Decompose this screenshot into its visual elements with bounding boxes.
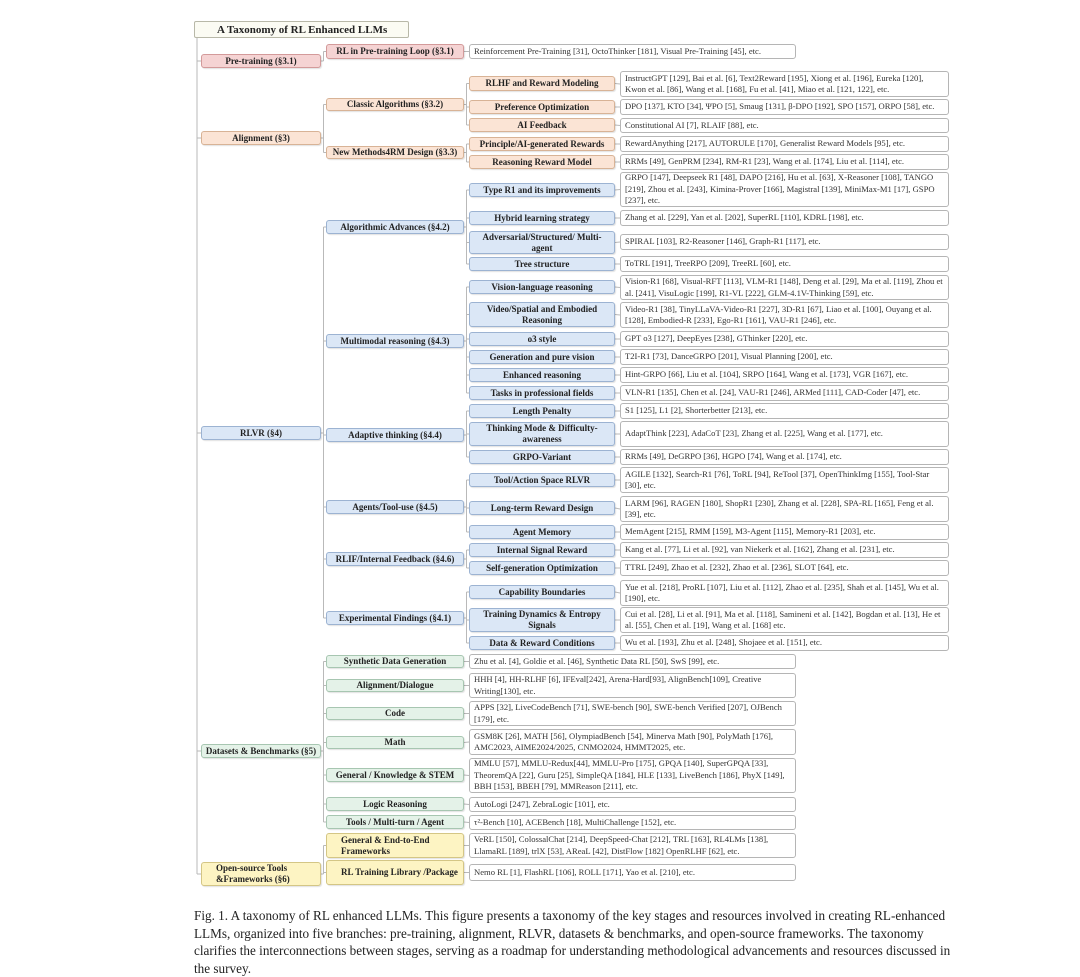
taxonomy-title: A Taxonomy of RL Enhanced LLMs (194, 21, 409, 38)
branch-rlvr: RLVR (§4) (201, 426, 321, 440)
subcategory-reasoning-reward-model: Reasoning Reward Model (469, 155, 615, 169)
category-multimodal-reasoning: Multimodal reasoning (§4.3) (326, 334, 464, 348)
reference-list: AdaptThink [223], AdaCoT [23], Zhang et al. [225], Wang et al. [177], etc. (620, 421, 949, 447)
reference-list: GPT o3 [127], DeepEyes [238], GThinker [220], etc. (620, 331, 949, 347)
category-alignment-dialogue: Alignment/Dialogue (326, 679, 464, 692)
category-logic-reasoning: Logic Reasoning (326, 797, 464, 811)
reference-list: Zhu et al. [4], Goldie et al. [46], Synthetic Data RL [50], SwS [99], etc. (469, 654, 796, 669)
reference-list: InstructGPT [129], Bai et al. [6], Text2Reward [195], Xiong et al. [196], Eureka [120], Kwon et al. [86], Wang et al. [168], Fu et al. [41], Miao et al. [121, 122], etc. (620, 71, 949, 97)
reference-list: TTRL [249], Zhao et al. [232], Zhao et al. [236], SLOT [64], etc. (620, 560, 949, 576)
category-algorithmic-advances: Algorithmic Advances (§4.2) (326, 220, 464, 234)
subcategory-self-generation-optimization: Self-generation Optimization (469, 561, 615, 575)
category-math: Math (326, 736, 464, 749)
reference-list: VLN-R1 [135], Chen et al. [24], VAU-R1 [246], ARMed [111], CAD-Coder [47], etc. (620, 385, 949, 401)
subcategory-enhanced-reasoning: Enhanced reasoning (469, 368, 615, 382)
subcategory-tree-structure: Tree structure (469, 257, 615, 271)
category-code: Code (326, 707, 464, 720)
subcategory-o3-style: o3 style (469, 332, 615, 346)
subcategory-video-spatial-and-embodied-reasoning: Video/Spatial and Embodied Reasoning (469, 302, 615, 327)
reference-list: Constitutional AI [7], RLAIF [88], etc. (620, 118, 949, 133)
subcategory-hybrid-learning-strategy: Hybrid learning strategy (469, 211, 615, 225)
subcategory-principle-ai-generated-rewards: Principle/AI-generated Rewards (469, 137, 615, 151)
reference-list: GSM8K [26], MATH [56], OlympiadBench [54], Minerva Math [90], PolyMath [176], AMC2023, AIME2024/2025, CNMO2024, HMMT2025, etc. (469, 729, 796, 755)
reference-list: ToTRL [191], TreeRPO [209], TreeRL [60], etc. (620, 256, 949, 272)
subcategory-type-r1-and-its-improvements: Type R1 and its improvements (469, 183, 615, 197)
subcategory-data-reward-conditions: Data & Reward Conditions (469, 636, 615, 650)
category-general-knowledge-stem: General / Knowledge & STEM (326, 768, 464, 782)
category-classic-algorithms: Classic Algorithms (§3.2) (326, 98, 464, 111)
reference-list: AGILE [132], Search-R1 [76], ToRL [94], ReTool [37], OpenThinkImg [155], Tool-Star [30], etc. (620, 467, 949, 493)
reference-list: RRMs [49], GenPRM [234], RM-R1 [23], Wang et al. [174], Liu et al. [114], etc. (620, 154, 949, 170)
subcategory-rlhf-and-reward-modeling: RLHF and Reward Modeling (469, 76, 615, 91)
category-rlif-internal-feedback: RLIF/Internal Feedback (§4.6) (326, 552, 464, 566)
reference-list: Video-R1 [38], TinyLLaVA-Video-R1 [227], 3D-R1 [67], Liao et al. [100], Ouyang et al. [128], Embodied-R [233], Ego-R1 [161], VAU-R1 [246], etc. (620, 302, 949, 328)
subcategory-internal-signal-reward: Internal Signal Reward (469, 543, 615, 557)
subcategory-ai-feedback: AI Feedback (469, 118, 615, 132)
reference-list: SPIRAL [103], R2-Reasoner [146], Graph-R1 [117], etc. (620, 234, 949, 250)
category-general-end-to-end-frameworks: General & End-to-End Frameworks (326, 833, 464, 858)
category-adaptive-thinking: Adaptive thinking (§4.4) (326, 428, 464, 442)
reference-list: Reinforcement Pre-Training [31], OctoThinker [181], Visual Pre-Training [45], etc. (469, 44, 796, 59)
category-rl-in-pre-training-loop: RL in Pre-training Loop (§3.1) (326, 44, 464, 59)
reference-list: MMLU [57], MMLU-Redux[44], MMLU-Pro [175], GPQA [140], SuperGPQA [33], TheoremQA [22], Guru [25], SimpleQA [184], HLE [133], LiveBench [186], PhyX [149], BBH [153], BBEH [79], MMReason [211], etc. (469, 758, 796, 793)
reference-list: T2I-R1 [73], DanceGRPO [201], Visual Planning [200], etc. (620, 349, 949, 365)
subcategory-tool-action-space-rlvr: Tool/Action Space RLVR (469, 473, 615, 487)
subcategory-thinking-mode-difficulty-awareness: Thinking Mode & Difficulty-awareness (469, 422, 615, 446)
subcategory-capability-boundaries: Capability Boundaries (469, 585, 615, 599)
category-agents-tool-use: Agents/Tool-use (§4.5) (326, 500, 464, 514)
branch-pre-training: Pre-training (§3.1) (201, 54, 321, 68)
subcategory-generation-and-pure-vision: Generation and pure vision (469, 350, 615, 364)
branch-alignment: Alignment (§3) (201, 131, 321, 145)
subcategory-preference-optimization: Preference Optimization (469, 100, 615, 114)
reference-list: RewardAnything [217], AUTORULE [170], Generalist Reward Models [95], etc. (620, 136, 949, 152)
reference-list: Cui et al. [28], Li et al. [91], Ma et al. [118], Samineni et al. [142], Bogdan et al. [13], He et al. [55], Chen et al. [19], Wang et al. [168] etc. (620, 607, 949, 633)
reference-list: Zhang et al. [229], Yan et al. [202], SuperRL [110], KDRL [198], etc. (620, 210, 949, 226)
category-rl-training-library-package: RL Training Library /Package (326, 860, 464, 885)
reference-list: AutoLogi [247], ZebraLogic [101], etc. (469, 797, 796, 812)
reference-list: Hint-GRPO [66], Liu et al. [104], SRPO [164], Wang et al. [173], VGR [167], etc. (620, 367, 949, 383)
figure-caption: Fig. 1. A taxonomy of RL enhanced LLMs. This figure presents a taxonomy of the key stages and resources involved in creating RL-enhanced LLMs, organized into five branches: pre-training, alignment, RLVR, datasets & benchmarks, and open-source frameworks. The taxonomy clarifies the interconnections between stages, serving as a roadmap for understanding methodological advancements and resources discussed in the survey. (194, 908, 951, 976)
reference-list: τ²-Bench [10], ACEBench [18], MultiChallenge [152], etc. (469, 815, 796, 830)
reference-list: LARM [96], RAGEN [180], ShopR1 [230], Zhang et al. [228], SPA-RL [165], Feng et al. [39], etc. (620, 496, 949, 522)
category-experimental-findings: Experimental Findings (§4.1) (326, 611, 464, 625)
reference-list: Kang et al. [77], Li et al. [92], van Niekerk et al. [162], Zhang et al. [231], etc. (620, 542, 949, 558)
subcategory-agent-memory: Agent Memory (469, 525, 615, 539)
subcategory-tasks-in-professional-fields: Tasks in professional fields (469, 386, 615, 400)
reference-list: Vision-R1 [68], Visual-RFT [113], VLM-R1 [148], Deng et al. [29], Ma et al. [119], Zhou et al. [241], VisuLogic [199], R1-VL [222], GLM-4.1V-Thinking [59], etc. (620, 275, 949, 300)
subcategory-grpo-variant: GRPO-Variant (469, 450, 615, 464)
branch-datasets-benchmarks: Datasets & Benchmarks (§5) (201, 744, 321, 758)
category-new-methods4rm-design: New Methods4RM Design (§3.3) (326, 146, 464, 159)
category-synthetic-data-generation: Synthetic Data Generation (326, 655, 464, 668)
reference-list: Wu et al. [193], Zhu et al. [248], Shojaee et al. [151], etc. (620, 635, 949, 651)
category-tools-multi-turn-agent: Tools / Multi-turn / Agent (326, 815, 464, 829)
subcategory-long-term-reward-design: Long-term Reward Design (469, 501, 615, 515)
subcategory-vision-language-reasoning: Vision-language reasoning (469, 280, 615, 294)
reference-list: HHH [4], HH-RLHF [6], IFEval[242], Arena-Hard[93], AlignBench[109], Creative Writing[130], etc. (469, 673, 796, 698)
reference-list: DPO [137], KTO [34], ΨPO [5], Smaug [131], β-DPO [192], SPO [157], ORPO [58], etc. (620, 99, 949, 115)
branch-open-source-tools-frameworks: Open-source Tools &Frameworks (§6) (201, 862, 321, 886)
reference-list: RRMs [49], DeGRPO [36], HGPO [74], Wang et al. [174], etc. (620, 449, 949, 465)
subcategory-training-dynamics-entropy-signals: Training Dynamics & Entropy Signals (469, 608, 615, 632)
reference-list: VeRL [150], ColossalChat [214], DeepSpeed-Chat [212], TRL [163], RL4LMs [138], LlamaRL [189], trlX [53], AReaL [42], DistFlow [182] OpenRLHF [62], etc. (469, 833, 796, 858)
reference-list: Nemo RL [1], FlashRL [106], ROLL [171], Yao et al. [210], etc. (469, 864, 796, 881)
subcategory-adversarial-structured-multi-agent: Adversarial/Structured/ Multi-agent (469, 231, 615, 254)
reference-list: GRPO [147], Deepseek R1 [48], DAPO [216], Hu et al. [63], X-Reasoner [108], TANGO [219], Zhou et al. [243], Kimina-Prover [166], Magistral [139], MiniMax-M1 [17], GSPO [237], etc. (620, 172, 949, 207)
subcategory-length-penalty: Length Penalty (469, 404, 615, 418)
reference-list: MemAgent [215], RMM [159], M3-Agent [115], Memory-R1 [203], etc. (620, 524, 949, 540)
reference-list: S1 [125], L1 [2], Shorterbetter [213], etc. (620, 403, 949, 419)
reference-list: APPS [32], LiveCodeBench [71], SWE-bench [90], SWE-bench Verified [207], OJBench [179], etc. (469, 701, 796, 726)
reference-list: Yue et al. [218], ProRL [107], Liu et al. [112], Zhao et al. [235], Shah et al. [145], Wu et al. [190], etc. (620, 580, 949, 606)
